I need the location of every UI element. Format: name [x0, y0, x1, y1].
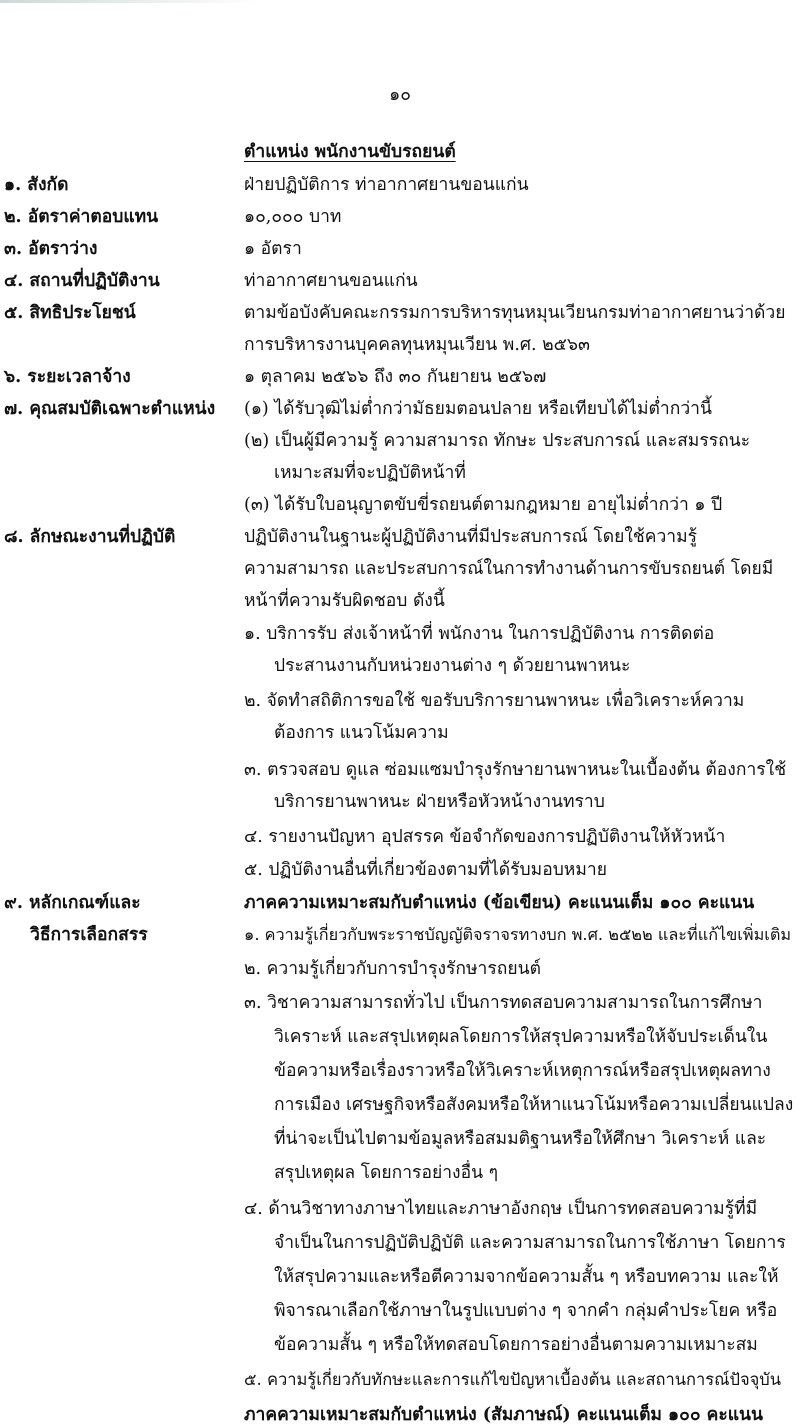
- section-heading-interview: ภาคความเหมาะสมกับตำแหน่ง (สัมภาษณ์) คะแนนเต็ม ๑๐๐ คะแนน: [244, 1405, 763, 1425]
- item-label: ๑. สังกัด: [4, 175, 69, 195]
- duty-line: ความสามารถ และประสบการณ์ในการทำงานด้านการขับรถยนต์ โดยมี: [244, 559, 774, 579]
- criteria-line: สรุปเหตุผล โดยการอย่างอื่น ๆ: [274, 1163, 499, 1183]
- criteria-line: ที่น่าจะเป็นไปตามข้อมูลหรือสมมติฐานหรือให้ศึกษา วิเคราะห์ และ: [274, 1129, 767, 1149]
- page-number: ๑๐: [389, 85, 411, 105]
- item-value: ๑๐,๐๐๐ บาท: [244, 207, 342, 227]
- criteria-line: พิจารณาเลือกใช้ภาษาในรูปแบบต่าง ๆ จากคำ กลุ่มคำประโยค หรือ: [274, 1301, 778, 1321]
- duty-line: ๒. จัดทำสถิติการขอใช้ ขอรับบริการยานพาหนะ เพื่อวิเคราะห์ความ: [244, 691, 745, 711]
- criteria-line: ข้อความหรือเรื่องราวหรือให้วิเคราะห์เหตุการณ์หรือสรุปเหตุผลทาง: [274, 1061, 771, 1081]
- duty-line: บริการยานพาหนะ ฝ่ายหรือหัวหน้างานทราบ: [274, 792, 605, 812]
- duty-line: หน้าที่ความรับผิดชอบ ดังนี้: [244, 591, 445, 611]
- duty-line: ๔. รายงานปัญหา อุปสรรค ข้อจำกัดของการปฏิบัติงานให้หัวหน้า: [244, 827, 726, 847]
- duty-line: ๓. ตรวจสอบ ดูแล ซ่อมแซมบำรุงรักษายานพาหนะในเบื้องต้น ต้องการใช้: [244, 760, 787, 780]
- criteria-line: ๒. ความรู้เกี่ยวกับการบำรุงรักษารถยนต์: [244, 959, 541, 979]
- duty-line: ต้องการ แนวโน้มความ: [274, 723, 449, 743]
- item-label: วิธีการเลือกสรร: [30, 925, 148, 945]
- criteria-line: ๓. วิชาความสามารถทั่วไป เป็นการทดสอบความสามารถในการศึกษา: [244, 993, 763, 1013]
- qualification-line: (๒) เป็นผู้มีความรู้ ความสามารถ ทักษะ ประสบการณ์ และสมรรถนะ: [244, 431, 751, 451]
- criteria-line: ข้อความสั้น ๆ หรือให้ทดสอบโดยการอย่างอื่นตามความเหมาะสม: [274, 1335, 758, 1355]
- criteria-line: จำเป็นในการปฏิบัติปฏิบัติ และความสามารถในการใช้ภาษา โดยการ: [274, 1233, 786, 1253]
- item-label: ๗. คุณสมบัติเฉพาะตำแหน่ง: [4, 399, 216, 419]
- item-label: ๙. หลักเกณฑ์และ: [4, 893, 141, 913]
- section-heading-written-exam: ภาคความเหมาะสมกับตำแหน่ง (ข้อเขียน) คะแนนเต็ม ๑๐๐ คะแนน: [244, 893, 755, 913]
- item-label: ๒. อัตราค่าตอบแทน: [4, 207, 159, 227]
- criteria-line: ๕. ความรู้เกี่ยวกับทักษะและการแก้ไขปัญหาเบื้องต้น และสถานการณ์ปัจจุบัน: [244, 1370, 782, 1389]
- duty-line: ปฏิบัติงานในฐานะผู้ปฏิบัติงานที่มีประสบการณ์ โดยใช้ความรู้: [244, 527, 698, 547]
- item-value: ท่าอากาศยานขอนแก่น: [244, 271, 418, 291]
- criteria-line: การเมือง เศรษฐกิจหรือสังคมหรือให้หาแนวโน้มหรือความเปลี่ยนแปลง: [274, 1095, 794, 1115]
- duty-line: ๑. บริการรับ ส่งเจ้าหน้าที่ พนักงาน ในการปฏิบัติงาน การติดต่อ: [244, 624, 715, 644]
- qualification-line: เหมาะสมที่จะปฏิบัติหน้าที่: [274, 463, 466, 483]
- item-label: ๔. สถานที่ปฏิบัติงาน: [4, 271, 160, 291]
- criteria-line: วิเคราะห์ และสรุปเหตุผลโดยการให้สรุปความหรือให้จับประเด็นใน: [274, 1027, 768, 1047]
- duty-line: ๕. ปฏิบัติงานอื่นที่เกี่ยวข้องตามที่ได้รับมอบหมาย: [244, 860, 607, 880]
- qualification-line: (๓) ได้รับใบอนุญาตขับขี่รถยนต์ตามกฎหมาย อายุไม่ต่ำกว่า ๑ ปี: [244, 495, 723, 515]
- qualification-line: (๑) ได้รับวุฒิไม่ต่ำกว่ามัธยมตอนปลาย หรือเทียบได้ไม่ต่ำกว่านี้: [244, 399, 712, 419]
- criteria-line: ๑. ความรู้เกี่ยวกับพระราชบัญญัติจราจรทางบก พ.ศ. ๒๕๒๒ และที่แก้ไขเพิ่มเติม: [244, 925, 792, 944]
- item-value-line: การบริหารงานบุคคลทุนหมุนเวียน พ.ศ. ๒๕๖๓: [244, 335, 590, 355]
- item-value: ๑ อัตรา: [244, 239, 302, 259]
- item-value: ฝ่ายปฏิบัติการ ท่าอากาศยานขอนแก่น: [244, 175, 529, 195]
- position-title: ตำแหน่ง พนักงานขับรถยนต์: [244, 142, 456, 162]
- item-label: ๘. ลักษณะงานที่ปฏิบัติ: [4, 527, 176, 547]
- item-value: ๑ ตุลาคม ๒๕๖๖ ถึง ๓๐ กันยายน ๒๕๖๗: [244, 367, 547, 387]
- item-label: ๖. ระยะเวลาจ้าง: [4, 367, 131, 387]
- criteria-line: ให้สรุปความและหรือตีความจากข้อความสั้น ๆ หรือบทความ และให้: [274, 1267, 779, 1287]
- duty-line: ประสานงานกับหน่วยงานต่าง ๆ ด้วยยานพาหนะ: [274, 656, 631, 676]
- item-label: ๓. อัตราว่าง: [4, 239, 98, 259]
- item-label: ๕. สิทธิประโยชน์: [4, 303, 136, 323]
- criteria-line: ๔. ด้านวิชาทางภาษาไทยและภาษาอังกฤษ เป็นการทดสอบความรู้ที่มี: [244, 1199, 758, 1219]
- item-value-line: ตามข้อบังคับคณะกรรมการบริหารทุนหมุนเวียนกรมท่าอากาศยานว่าด้วย: [244, 303, 786, 323]
- scan-edge: [0, 0, 260, 3]
